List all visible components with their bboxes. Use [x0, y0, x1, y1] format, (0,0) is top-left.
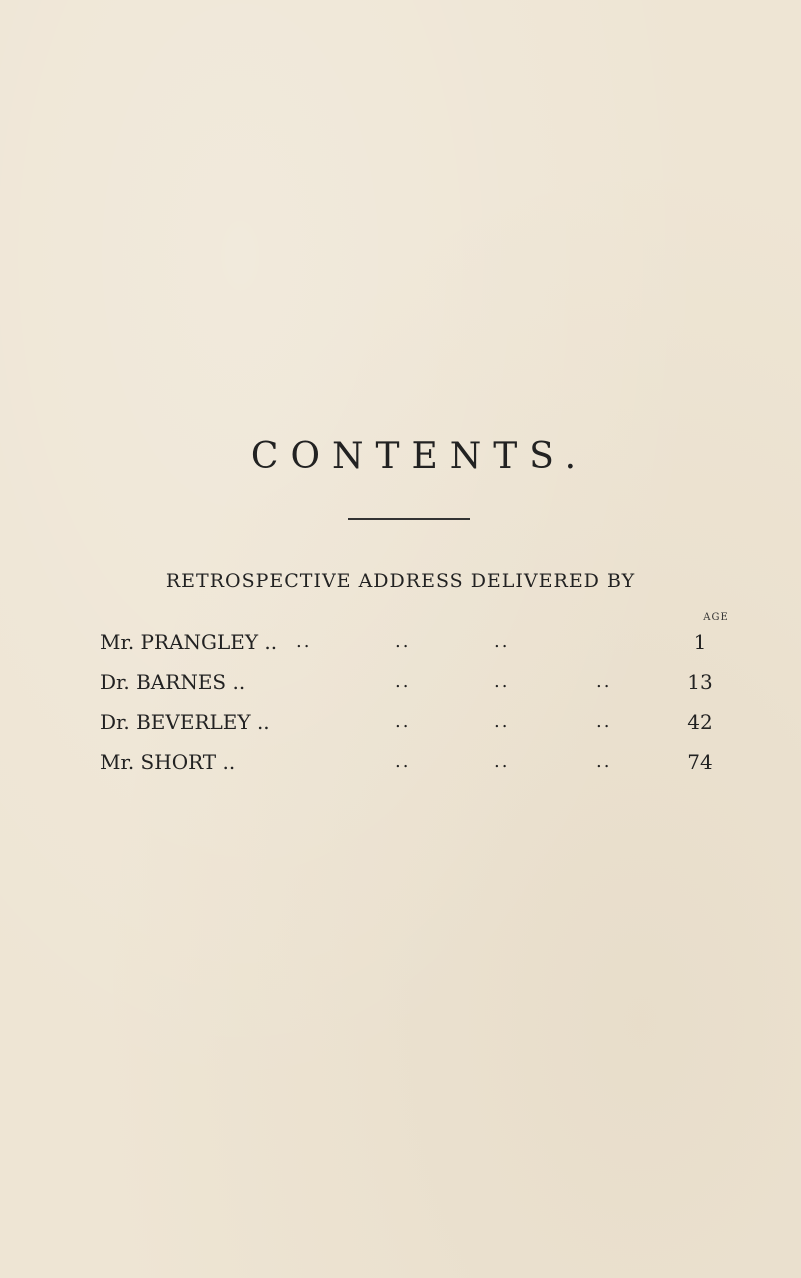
- leader-dots: ..: [395, 711, 411, 732]
- contents-entry: [100, 702, 720, 742]
- entry-name: Mr. PRANGLEY ..: [100, 630, 278, 654]
- leader-dots: ..: [596, 751, 612, 772]
- entry-name: Dr. BEVERLEY ..: [100, 710, 270, 734]
- leader-dots: ..: [395, 671, 411, 692]
- leader-dots: ..: [296, 631, 312, 652]
- section-heading: RETROSPECTIVE ADDRESS DELIVERED BY: [165, 570, 636, 592]
- entry-name: Dr. BARNES ..: [100, 670, 246, 694]
- entry-page-number: 1: [693, 630, 707, 654]
- contents-entry: [100, 742, 720, 782]
- page-column-label: AGE: [703, 612, 729, 623]
- entry-name: Mr. SHORT ..: [100, 750, 236, 774]
- title-divider: [348, 518, 470, 520]
- contents-list: [100, 622, 720, 782]
- leader-dots: ..: [494, 711, 510, 732]
- leader-dots: ..: [494, 671, 510, 692]
- leader-dots: ..: [596, 671, 612, 692]
- contents-entry: [100, 662, 720, 702]
- leader-dots: ..: [395, 631, 411, 652]
- leader-dots: ..: [596, 711, 612, 732]
- page-title: CONTENTS.: [250, 436, 589, 477]
- entry-page-number: 74: [687, 750, 713, 774]
- entry-page-number: 13: [687, 670, 713, 694]
- leader-dots: ..: [494, 751, 510, 772]
- contents-entry: [100, 622, 720, 662]
- leader-dots: ..: [395, 751, 411, 772]
- entry-page-number: 42: [687, 710, 713, 734]
- leader-dots: ..: [494, 631, 510, 652]
